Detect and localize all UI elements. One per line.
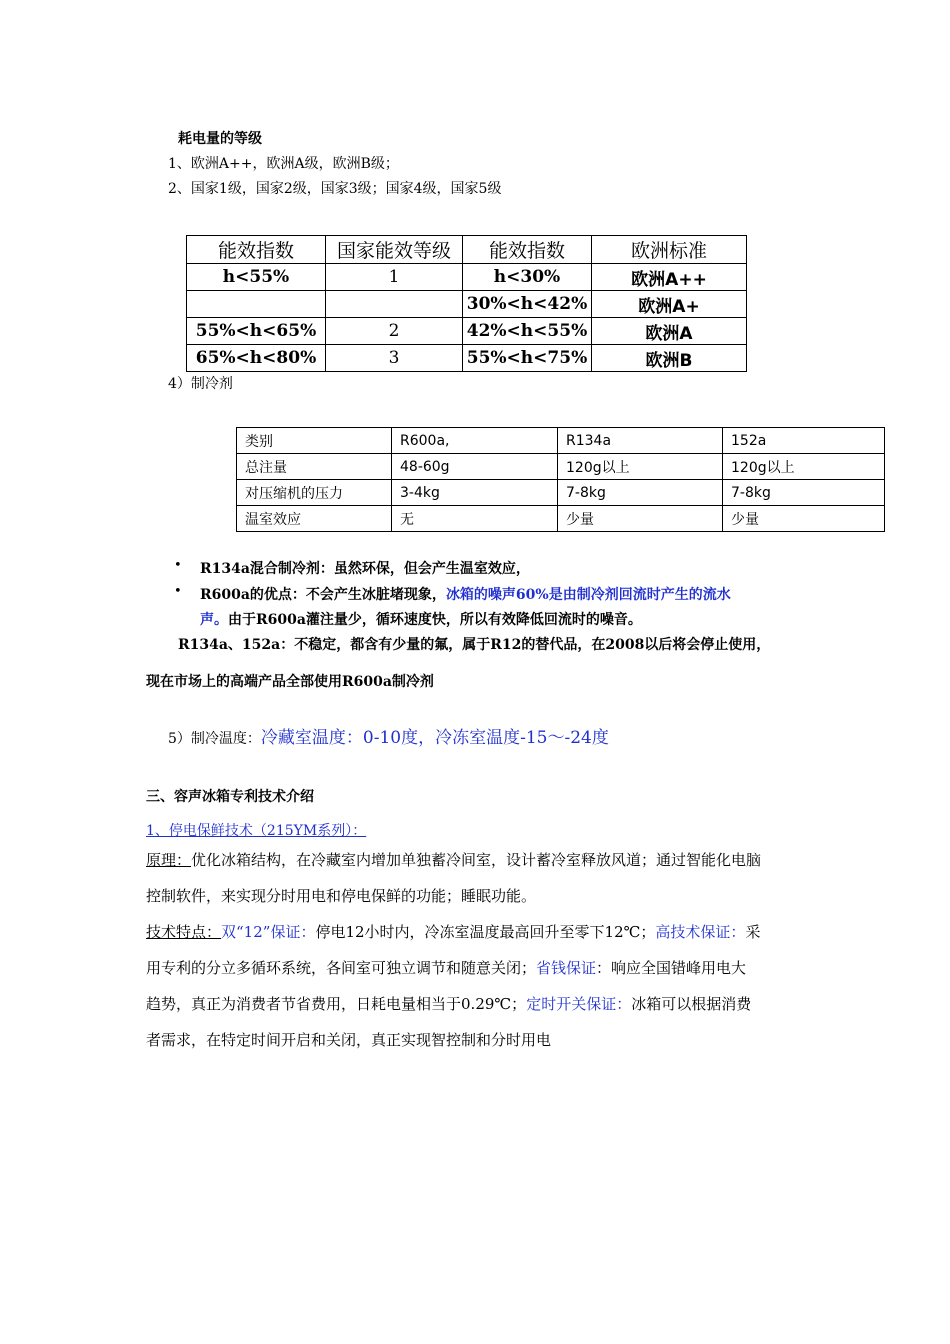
intro-line-2: 2、国家1级，国家2级，国家3级；国家4级，国家5级 (168, 181, 502, 197)
table-header-row (187, 236, 747, 264)
table-row (237, 480, 885, 506)
principle-label: 原理： (146, 851, 192, 869)
energy-grade-heading: 耗电量的等级 (178, 131, 262, 147)
principle-text: 优化冰箱结构，在冷藏室内增加单独蓄冷间室，设计蓄冷室释放风道；通过智能化电脑 (191, 851, 762, 869)
section-3-title: 三、容声冰箱专利技术介绍 (146, 789, 314, 805)
table-cell: 3-4kg (392, 480, 558, 506)
table-cell (187, 291, 326, 318)
table-cell: 欧洲B (592, 345, 747, 372)
table-row (187, 264, 747, 291)
table-cell: 欧洲A+ (592, 291, 747, 318)
features-line-3 (146, 986, 811, 1022)
table-row (237, 428, 885, 454)
table-cell: 对压缩机的压力 (237, 480, 392, 506)
bullet-dot: • (174, 584, 182, 599)
table-cell: 152a (723, 428, 885, 454)
temperature-line (168, 723, 609, 748)
table-cell: 温室效应 (237, 506, 392, 532)
table-cell: 42%<h<55% (463, 318, 592, 345)
multi-cycle-text: 用专利的分立多循环系统，各间室可独立调节和随意关闭； (146, 959, 537, 977)
table-row (237, 454, 885, 480)
table-cell: 1 (326, 264, 463, 291)
table-cell: 少量 (558, 506, 723, 532)
table-cell: h<30% (463, 264, 592, 291)
table-cell: 48-60g (392, 454, 558, 480)
saving-text: ：响应全国错峰用电大 (596, 959, 747, 977)
r134a-152a-note: R134a、152a：不稳定，都含有少量的氟，属于R12的替代品，在2008以后将会停止使用， (178, 637, 771, 653)
consumer-saving-text: 趋势，真正为消费者节省费用，日耗电量相当于0.29℃； (146, 995, 527, 1013)
table-cell: 少量 (723, 506, 885, 532)
r600a-advantage-text: R600a的优点：不会产生冰脏堵现象， (200, 587, 446, 603)
principle-line-1 (146, 842, 811, 878)
noise-reduction-text: 由于R600a灌注量少，循环速度快，所以有效降低回流时的噪音。 (228, 612, 642, 628)
table-cell: R134a (558, 428, 723, 454)
table-row (237, 506, 885, 532)
dual-12-guarantee: 双“12”保证： (221, 923, 316, 941)
timer-text: 冰箱可以根据消费 (631, 995, 752, 1013)
subsection-power-off-fresh: 1、停电保鲜技术（215YM系列）： (146, 823, 367, 839)
features-label: 技术特点： (146, 923, 222, 941)
header-cell: 欧洲标准 (592, 236, 747, 264)
bullet-dot: • (174, 558, 182, 573)
table-cell: 7-8kg (558, 480, 723, 506)
high-tech-guarantee: 高技术保证： (655, 923, 746, 941)
principle-line-2: 控制软件，来实现分时用电和停电保鲜的功能；睡眠功能。 (146, 887, 537, 905)
header-cell: 能效指数 (463, 236, 592, 264)
energy-efficiency-table (186, 235, 747, 372)
noise-highlight: 冰箱的噪声60%是由制冷剂回流时产生的流水 (445, 587, 731, 603)
table-row (187, 318, 747, 345)
high-tech-text: 采 (745, 923, 761, 941)
bullet-r600a-cont (200, 609, 642, 629)
table-cell: 无 (392, 506, 558, 532)
table-cell: 55%<h<75% (463, 345, 592, 372)
table-cell: 欧洲A (592, 318, 747, 345)
features-line-1 (146, 914, 811, 950)
bullet-r134a: R134a混合制冷剂：虽然环保，但会产生温室效应， (200, 561, 530, 577)
table-row (187, 345, 747, 372)
table-cell: 欧洲A++ (592, 264, 747, 291)
table-cell: 7-8kg (723, 480, 885, 506)
temperature-label: 5）制冷温度： (168, 731, 261, 747)
table-cell: 120g以上 (723, 454, 885, 480)
features-line-4: 者需求，在特定时间开启和关闭，真正实现智控制和分时用电 (146, 1031, 552, 1049)
header-cell: 国家能效等级 (326, 236, 463, 264)
table-row (187, 291, 747, 318)
table-cell: R600a, (392, 428, 558, 454)
table-cell: 3 (326, 345, 463, 372)
bullet-r600a (200, 584, 731, 604)
table-cell: 120g以上 (558, 454, 723, 480)
table-cell (326, 291, 463, 318)
noise-highlight-end: 声。 (200, 612, 228, 628)
refrigerant-table (236, 427, 885, 532)
principle-paragraph (146, 842, 811, 1058)
refrigerant-label: 4）制冷剂 (168, 376, 233, 392)
timer-guarantee: 定时开关保证： (526, 995, 632, 1013)
features-line-2 (146, 950, 811, 986)
table-cell: 65%<h<80% (187, 345, 326, 372)
table-cell: 2 (326, 318, 463, 345)
table-cell: 30%<h<42% (463, 291, 592, 318)
table-cell: 55%<h<65% (187, 318, 326, 345)
temperature-value: 冷藏室温度：0-10度，冷冻室温度-15～-24度 (260, 728, 609, 748)
table-cell: 总注量 (237, 454, 392, 480)
dual-12-text: 停电12小时内，冷冻室温度最高回升至零下12℃； (315, 923, 656, 941)
intro-line-1: 1、欧洲A++，欧洲A级，欧洲B级； (168, 156, 399, 172)
high-end-note: 现在市场上的高端产品全部使用R600a制冷剂 (146, 674, 434, 690)
table-cell: 类别 (237, 428, 392, 454)
table-cell: h<55% (187, 264, 326, 291)
header-cell: 能效指数 (187, 236, 326, 264)
saving-guarantee: 省钱保证 (536, 959, 597, 977)
